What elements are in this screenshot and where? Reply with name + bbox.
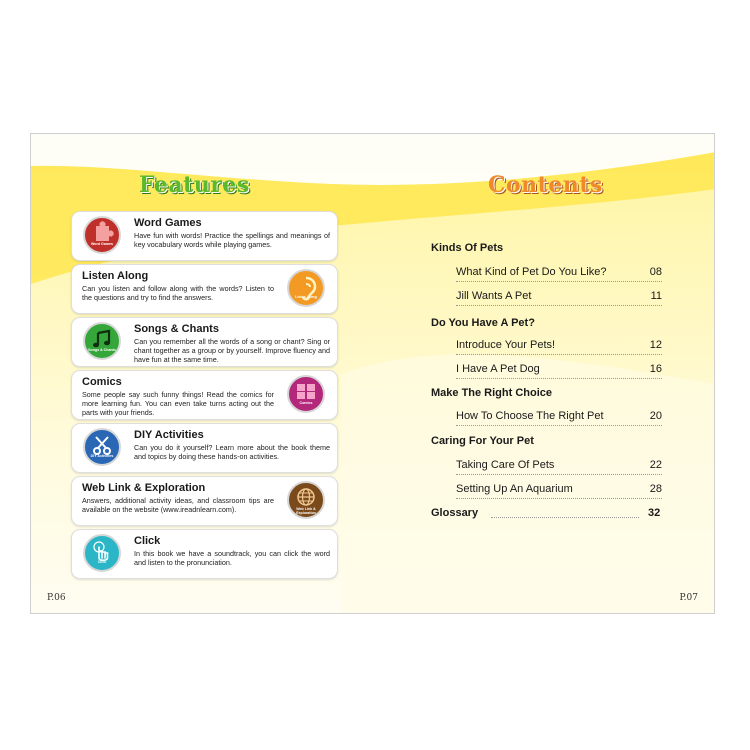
feature-description: Some people say such funny things! Read the comics for more learning fun. You can even take turns acting out the parts with your friends. <box>82 390 274 417</box>
feature-description: Can you listen and follow along with the words? Listen to the questions and try to find the answers. <box>82 284 274 302</box>
feature-title: Click <box>134 535 161 547</box>
feature-card-word-games <box>71 211 338 261</box>
globe-icon <box>287 481 325 519</box>
toc-entry <box>456 483 662 497</box>
feature-title: DIY Activities <box>134 429 204 441</box>
feature-card-songs-chants <box>71 317 338 367</box>
feature-title: Word Games <box>134 217 202 229</box>
toc-entry <box>456 339 662 353</box>
feature-card-diy-activities <box>71 423 338 473</box>
badge-label: Web Link & Exploration <box>296 507 316 515</box>
feature-title: Comics <box>82 376 122 388</box>
scissors-icon <box>83 428 121 466</box>
toc-entry-page: 08 <box>649 266 662 278</box>
toc-entry-title: How To Choose The Right Pet <box>456 410 604 422</box>
feature-card-comics <box>71 370 338 420</box>
toc-dotted-rule <box>491 517 639 518</box>
music-note-icon <box>83 322 121 360</box>
badge-label: Word Games <box>90 242 114 246</box>
badge-label: DIY Activities <box>90 454 114 458</box>
toc-dotted-rule <box>456 281 662 282</box>
feature-card-listen-along <box>71 264 338 314</box>
toc-entry-page: 28 <box>649 483 662 495</box>
toc-glossary-page: 32 <box>648 507 661 519</box>
toc-entry-page: 22 <box>649 459 662 471</box>
features-title: Features <box>139 172 250 198</box>
badge-label: Comics <box>299 401 313 405</box>
toc-dotted-rule <box>456 305 662 306</box>
toc-entry-page: 20 <box>649 410 662 422</box>
toc-dotted-rule <box>456 354 662 355</box>
toc-dotted-rule <box>456 498 662 499</box>
feature-description: Can you do it yourself? Learn more about the book theme and topics by doing these hands-on activities. <box>134 443 330 461</box>
toc-dotted-rule <box>456 474 662 475</box>
feature-card-click <box>71 529 338 579</box>
badge-label: Listen Along <box>295 295 317 299</box>
badge-label: Click <box>97 560 107 564</box>
toc-section-heading: Glossary <box>431 507 479 519</box>
toc-dotted-rule <box>456 378 662 379</box>
toc-entry-title: Setting Up An Aquarium <box>456 483 573 495</box>
toc-section-heading: Do You Have A Pet? <box>431 317 535 329</box>
feature-title: Web Link & Exploration <box>82 482 206 494</box>
feature-card-web-link <box>71 476 338 526</box>
toc-dotted-rule <box>456 425 662 426</box>
ear-icon <box>287 269 325 307</box>
toc-entry <box>456 290 662 304</box>
toc-entry-page: 11 <box>650 290 662 302</box>
contents-title: Contents <box>488 172 603 198</box>
toc-entry <box>456 410 662 424</box>
toc-entry <box>456 266 662 280</box>
toc-entry-page: 16 <box>649 363 662 375</box>
book-spread <box>30 133 715 614</box>
feature-title: Songs & Chants <box>134 323 219 335</box>
toc-section-heading: Caring For Your Pet <box>431 435 534 447</box>
feature-title: Listen Along <box>82 270 149 282</box>
puzzle-icon <box>83 216 121 254</box>
feature-description: Can you remember all the words of a song or chant? Sing or chant together as a group or by yourself. Improve fluency and have fun at the same time. <box>134 337 330 364</box>
toc-entry-page: 12 <box>649 339 662 351</box>
toc-entry <box>456 459 662 473</box>
toc-section-heading: Kinds Of Pets <box>431 242 504 254</box>
toc-entry-title: What Kind of Pet Do You Like? <box>456 266 607 278</box>
badge-label: Songs & Chants <box>88 348 116 352</box>
hand-pointer-icon <box>83 534 121 572</box>
page-number-left: P.06 <box>47 593 66 603</box>
feature-description: Answers, additional activity ideas, and classroom tips are available on the website (www.ireadnlearn.com). <box>82 496 274 514</box>
toc-section-heading: Make The Right Choice <box>431 387 553 399</box>
feature-description: Have fun with words! Practice the spellings and meanings of key vocabulary words while playing games. <box>134 231 330 249</box>
comic-panels-icon <box>287 375 325 413</box>
feature-description: In this book we have a soundtrack, you can click the word and listen to the pronunciation. <box>134 549 330 567</box>
page-number-right: P.07 <box>679 593 698 603</box>
toc-entry-title: Introduce Your Pets! <box>456 339 556 351</box>
toc-entry-title: Jill Wants A Pet <box>456 290 532 302</box>
toc-entry-title: I Have A Pet Dog <box>456 363 540 375</box>
toc-entry <box>456 363 662 377</box>
toc-entry-title: Taking Care Of Pets <box>456 459 555 471</box>
